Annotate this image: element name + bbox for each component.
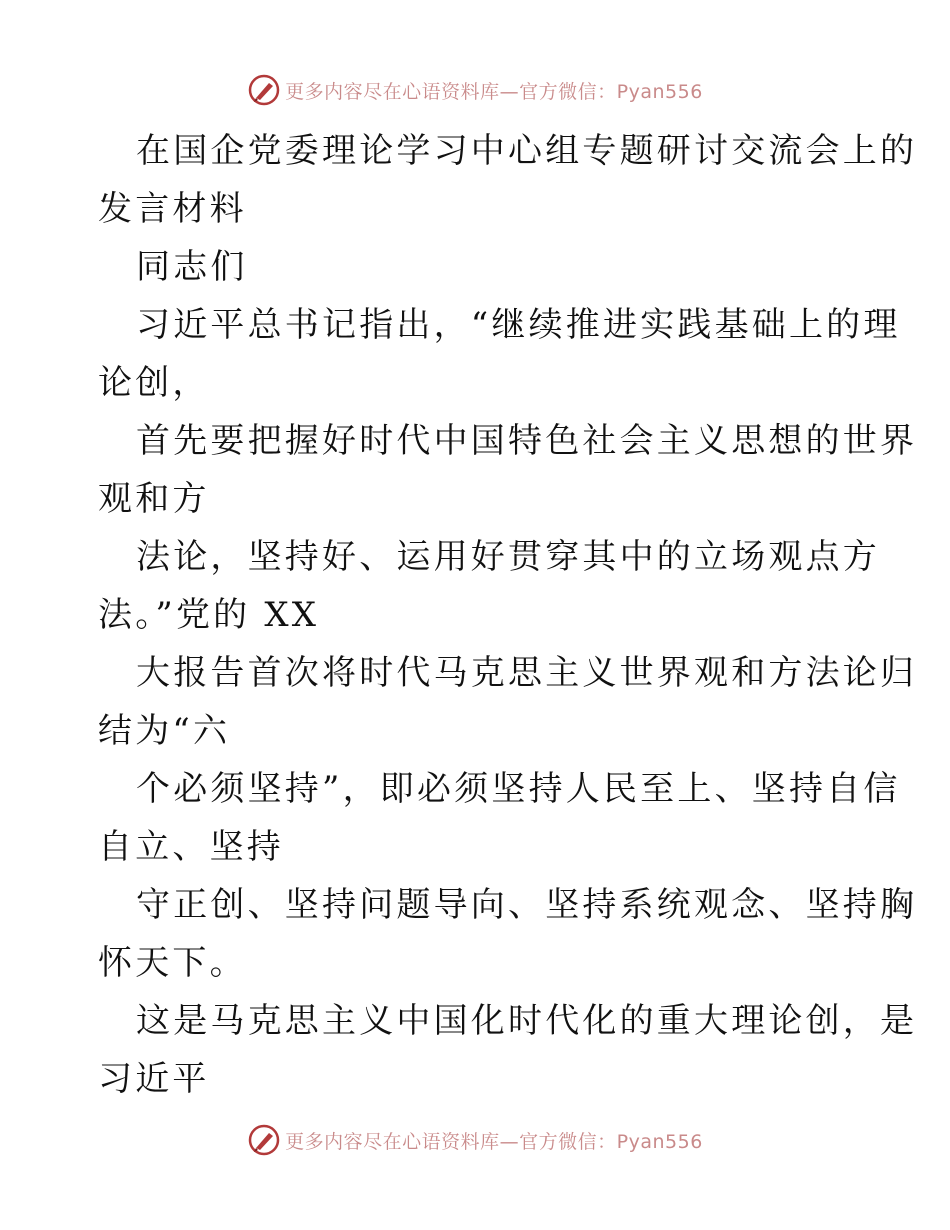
- text-line: 这是马克思主义中国化时代化的重大理论创，是: [136, 1001, 918, 1041]
- text-line: 习近平总书记指出，“继续推进实践基础上的理: [136, 305, 901, 345]
- document-body: [98, 122, 918, 1108]
- pen-logo-icon: [247, 1123, 281, 1157]
- text-line: 自立、坚持: [98, 827, 284, 867]
- watermark-text: 更多内容尽在心语资料库—官方微信：Pyan556: [285, 1130, 703, 1153]
- text-line: 观和方: [98, 479, 210, 519]
- watermark-footer: [0, 1120, 950, 1160]
- text-line: 法。”党的 XX: [98, 595, 320, 635]
- text-line: 论创，: [98, 363, 210, 403]
- text-line: 习近平: [98, 1059, 210, 1099]
- text-line: 在国企党委理论学习中心组专题研讨交流会上的: [136, 131, 918, 171]
- text-line: 个必须坚持”，即必须坚持人民至上、坚持自信: [136, 769, 901, 809]
- text-line: 守正创、坚持问题导向、坚持系统观念、坚持胸: [136, 885, 918, 925]
- pen-logo-icon: [247, 73, 281, 107]
- text-line: 首先要把握好时代中国特色社会主义思想的世界: [136, 421, 918, 461]
- text-line: 发言材料: [98, 189, 247, 229]
- text-line: 同志们: [136, 247, 248, 287]
- watermark-text: 更多内容尽在心语资料库—官方微信：Pyan556: [285, 80, 703, 103]
- text-line: 大报告首次将时代马克思主义世界观和方法论归: [136, 653, 918, 693]
- watermark-header: [0, 70, 950, 110]
- text-line: 怀天下。: [98, 943, 247, 983]
- text-line: 结为“六: [98, 711, 231, 751]
- text-line: 法论，坚持好、运用好贯穿其中的立场观点方: [136, 537, 880, 577]
